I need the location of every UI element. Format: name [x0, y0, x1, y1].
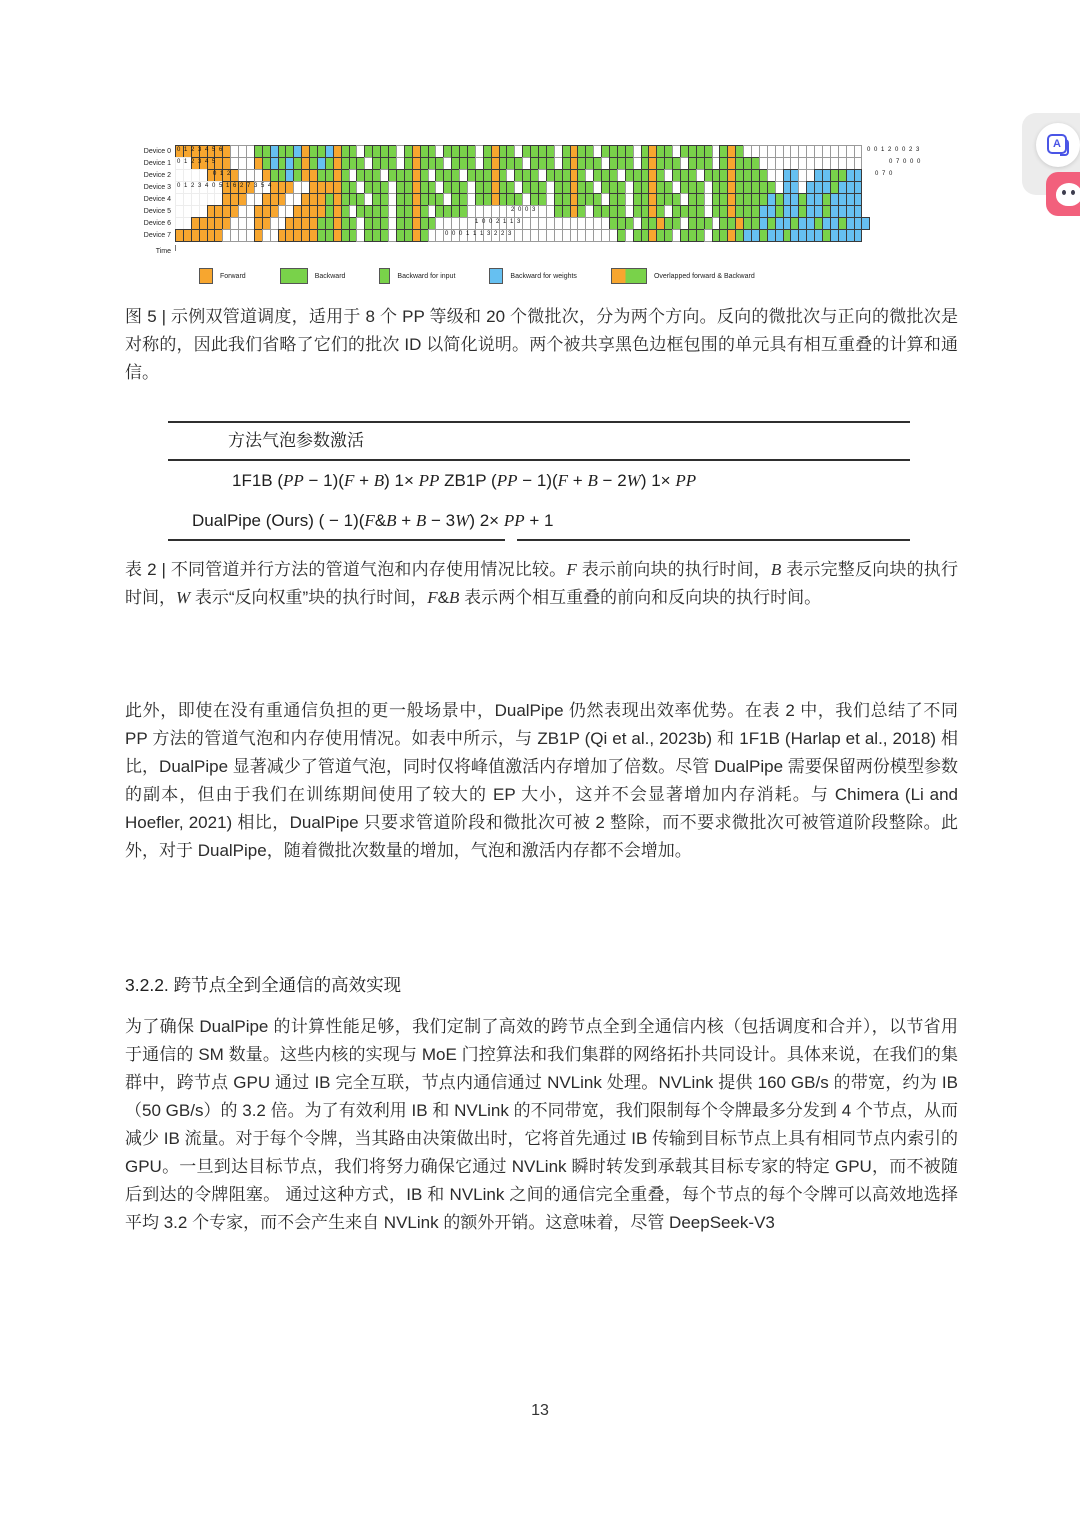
microbatch-ids: 0 1 2 3 4 5: [177, 159, 217, 165]
schedule-cell: [854, 229, 863, 242]
paragraph-all-to-all-communication: 为了确保 DualPipe 的计算性能足够，我们定制了高效的跨节点全到全通信内核（包括调度和合并），以节省用于通信的 SM 数量。这些内核的实现与 MoE 门控算法和我们集群的网络拓扑共同设计。具体来说，在我们的集群中，跨节点 GPU 通过 IB 完全互联，节点内通信通过 NVLink 处理。NVLink 提供 160 GB/s 的带宽，约为 IB（50 GB/s）的 3.2 倍。为了有效利用 IB 和 NVLink 的不同带宽，我们限制每个令牌最多分发到 4 个节点，从而减少 IB 流量。对于每个令牌，当其路由决策做出时，它将首先通过 IB 传输到目标节点上具有相同节点内索引的 GPU。一旦到达目标节点，我们将努力确保它通过 NVLink 瞬时转发到承载其目标专家的特定 GPU，而不被随后到达的令牌阻塞。 通过这种方式，IB 和 NVLink 之间的通信完全重叠，每个节点的每个令牌可以高效地选择平均 3.2 个专家，而不会产生来自 NVLink 的额外开销。这意味着，尽管 DeepSeek-V3: [125, 1017, 959, 1232]
legend-item: [199, 268, 246, 284]
legend-swatch: [199, 268, 213, 284]
legend-label: Backward: [314, 272, 346, 280]
section-heading: 3.2.2. 跨节点全到全通信的高效实现: [125, 975, 402, 995]
time-axis-label: Time: [155, 248, 171, 255]
device-label: Device 6: [143, 220, 171, 227]
microbatch-ids: 0 1 2 3 4 0 5 1 6 2 7 3 5 4: [177, 183, 273, 189]
device-row: [125, 229, 965, 242]
time-axis-row: [125, 244, 965, 260]
microbatch-ids: 1 0 0 2 1 1 3: [475, 219, 522, 225]
legend-item: [611, 268, 755, 284]
device-label: Device 4: [143, 196, 171, 203]
device-label: Device 0: [143, 148, 171, 155]
schedule-grid: [125, 145, 965, 242]
legend-item: [280, 268, 346, 284]
legend-item: [489, 268, 577, 284]
table-caption: 表 2 | 不同管道并行方法的管道气泡和内存使用情况比较。F 表示前向块的执行时间，B 表示完整反向块的执行时间，W 表示“反向权重”块的执行时间，F&B 表示两个相互重叠的前向和反向块的执行时间。: [125, 560, 958, 607]
table-2: [168, 421, 910, 541]
table-bottom-rule-left: [168, 539, 505, 541]
time-tick: [175, 245, 176, 251]
microbatch-ids: 2 0 0 3: [511, 207, 537, 213]
microbatch-ids: 0 0 0 1 1 1 3 2 2 3: [445, 231, 513, 237]
legend-swatch: [379, 268, 390, 284]
legend-swatch: [611, 268, 647, 284]
pipeline-schedule-figure: [125, 146, 965, 284]
figure-caption: 图 5 | 示例双管道调度，适用于 8 个 PP 等级和 20 个微批次，分为两个方向。反向的微批次与正向的微批次是对称的，因此我们省略了它们的批次 ID 以简化说明。两个被共享黑色边框包围的单元具有相互重叠的计算和通信。: [125, 307, 958, 382]
legend-swatch: [280, 268, 308, 284]
microbatch-ids: 0 7 0 0 0: [889, 159, 922, 165]
legend-label: Backward for weights: [510, 272, 577, 280]
device-label: Device 7: [143, 232, 171, 239]
microbatch-ids: 0 1 2 3 4 5 6: [177, 147, 224, 153]
assistant-button[interactable]: [1046, 172, 1080, 216]
device-label: Device 1: [143, 160, 171, 167]
table-row: 1F1B (PP − 1)(F + B) 1× PP ZB1P (PP − 1)(F + B − 2W) 1× PP: [232, 471, 697, 490]
schedule-cell: [861, 217, 870, 230]
microbatch-ids: 0 7 0: [875, 171, 894, 177]
figure-legend: [199, 268, 965, 284]
assistant-icon: [1056, 183, 1080, 206]
table-header: 方法气泡参数激活: [228, 431, 364, 450]
device-label: Device 5: [143, 208, 171, 215]
table-bottom-rules: [168, 539, 910, 541]
microbatch-ids: 0 1 2: [213, 171, 232, 177]
table-row: DualPipe (Ours) ( − 1)(F&B + B − 3W) 2× PP + 1: [192, 511, 554, 530]
device-label: Device 2: [143, 172, 171, 179]
translate-button[interactable]: [1036, 123, 1080, 167]
translate-icon: A: [1047, 134, 1069, 156]
schedule-cells: [175, 229, 862, 242]
legend-label: Forward: [220, 272, 246, 280]
legend-swatch: [489, 268, 503, 284]
page-number: 13: [531, 1402, 549, 1419]
device-label: Device 3: [143, 184, 171, 191]
legend-item: [379, 268, 455, 284]
paragraph-dualpipe-comparison: 此外，即使在没有重通信负担的更一般场景中，DualPipe 仍然表现出效率优势。在表 2 中，我们总结了不同 PP 方法的管道气泡和内存使用情况。如表中所示，与 ZB1P (Qi et al., 2023b) 和 1F1B (Harlap et al., 2018) 相比，DualPipe 显著减少了管道气泡，同时仅将峰值激活内存增加了倍数。尽管 DualPipe 需要保留两份模型参数的副本，但由于我们在训练期间使用了较大的 EP 大小，这并不会显著增加内存消耗。与 Chimera (Li and Hoefler, 2021) 相比，DualPipe 只要求管道阶段和微批次可被 2 整除，而不要求微批次可被管道阶段整除。此外，对于 DualPipe，随着微批次数量的增加，气泡和激活内存都不会增加。: [125, 701, 958, 860]
legend-label: Overlapped forward & Backward: [653, 272, 755, 280]
microbatch-ids: 0 0 1 2 0 0 2 3: [867, 147, 921, 153]
table-bottom-rule-right: [517, 539, 910, 541]
legend-label: Backward for input: [397, 272, 456, 280]
